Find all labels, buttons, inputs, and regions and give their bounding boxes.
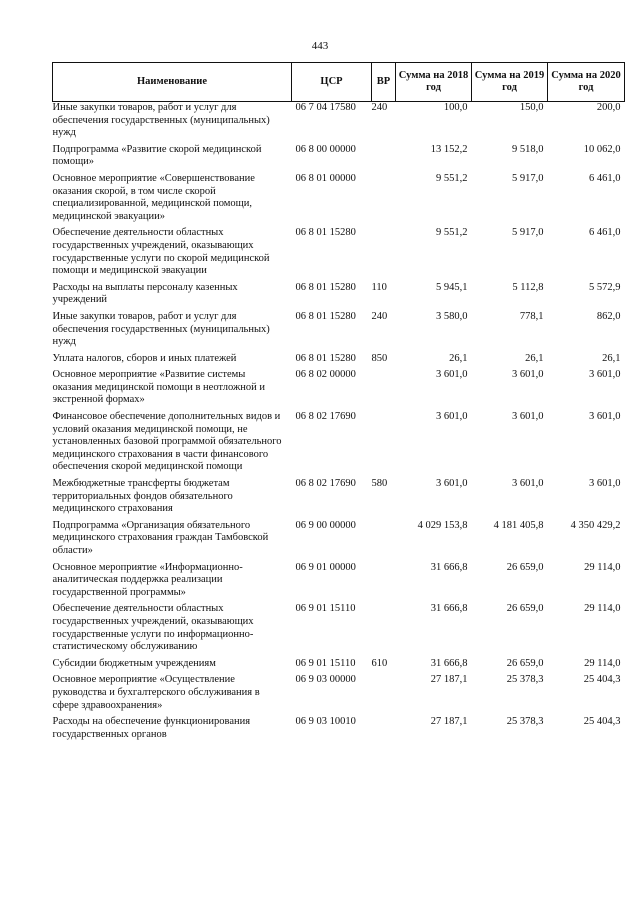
row-sum-2019: 26 659,0 [506,657,544,669]
row-vr [372,144,396,173]
table-row [53,144,625,173]
row-sum-2019: 3 601,0 [512,478,544,490]
row-sum-2019: 778,1 [519,310,544,322]
row-vr [372,173,396,227]
row-sum-2019: 26,1 [525,352,544,364]
row-sum-2020: 6 461,0 [589,172,621,184]
header-row [53,63,625,102]
row-csr: 06 7 04 17580 [295,102,356,113]
row-vr: 240 [371,310,388,322]
row-csr: 06 9 03 10010 [295,716,356,728]
table-row [53,562,625,604]
row-sum-2020: 3 601,0 [589,478,621,490]
row-sum-2020: 25 404,3 [583,674,621,686]
row-vr [372,603,396,657]
row-sum-2018: 3 580,0 [436,310,468,322]
row-sum-2019: 25 378,3 [506,716,544,728]
header-sum-2019: Сумма на 2019 год [472,63,548,102]
row-sum-2019: 4 181 405,8 [493,519,544,531]
row-vr [372,716,396,745]
row-csr: 06 8 02 00000 [295,369,356,381]
row-name: Подпрограмма «Организация обязательного медицинского страхования граждан Тамбовской области» [52,519,269,556]
row-csr: 06 8 02 17690 [295,411,356,423]
row-sum-2020: 200,0 [596,102,621,113]
row-sum-2018: 27 187,1 [430,716,468,728]
row-csr: 06 8 00 00000 [295,143,356,155]
row-vr [372,369,396,411]
row-sum-2020: 10 062,0 [583,143,621,155]
row-sum-2018: 3 601,0 [436,411,468,423]
row-sum-2020: 3 601,0 [589,411,621,423]
row-sum-2018: 9 551,2 [436,172,468,184]
row-csr: 06 8 01 00000 [295,172,356,184]
row-sum-2018: 26,1 [449,352,468,364]
row-sum-2019: 26 659,0 [506,603,544,615]
table-row [53,369,625,411]
row-sum-2018: 31 666,8 [430,603,468,615]
row-sum-2020: 6 461,0 [589,227,621,239]
row-name: Расходы на обеспечение функционирования государственных органов [52,716,251,740]
row-sum-2020: 5 572,9 [589,281,621,293]
row-name: Основное мероприятие «Развитие системы оказания медицинской помощи в неотложной и экстренной формах» [52,369,265,406]
row-name: Обеспечение деятельности областных государственных учреждений, оказывающих государственные услуги по скорой медицинской помощи и медицинской эвакуации [52,227,270,277]
row-sum-2020: 29 114,0 [584,603,621,615]
row-sum-2018: 31 666,8 [430,657,468,669]
row-sum-2019: 26 659,0 [506,561,544,573]
row-name: Уплата налогов, сборов и иных платежей [52,352,237,364]
row-vr [372,411,396,478]
row-sum-2018: 13 152,2 [430,143,468,155]
row-sum-2018: 27 187,1 [430,674,468,686]
row-sum-2018: 31 666,8 [430,561,468,573]
table-row [53,520,625,562]
row-name: Финансовое обеспечение дополнительных видов и условий оказания медицинской помощи, не установленных базовой программой обязательного медицинского страхования в части финансового обеспечения скорой медицинской помощи [52,411,282,473]
row-name: Подпрограмма «Развитие скорой медицинской помощи» [52,143,262,168]
row-sum-2019: 5 917,0 [512,227,544,239]
row-sum-2019: 5 112,8 [512,281,544,293]
header-sum-2020: Сумма на 2020 год [548,63,625,102]
row-csr: 06 8 01 15280 [295,227,356,239]
row-vr: 240 [371,102,388,113]
row-sum-2020: 29 114,0 [584,657,621,669]
row-csr: 06 8 01 15280 [295,310,356,322]
table-body [53,102,625,746]
table-row [53,658,625,675]
row-sum-2020: 3 601,0 [589,369,621,381]
row-vr: 610 [371,657,388,669]
row-vr [372,674,396,716]
row-csr: 06 9 01 00000 [295,561,356,573]
page-number: 443 [311,40,329,52]
row-name: Межбюджетные трансферты бюджетам территориальных фондов обязательного медицинского страхования [52,478,233,515]
budget-table [52,62,625,745]
row-name: Основное мероприятие «Информационно-аналитическая поддержка реализации государственной программы» [52,561,243,598]
row-name: Основное мероприятие «Совершенствование оказания скорой, в том числе скорой специализированной, медицинской помощи, медицинской эвакуации» [52,172,255,222]
row-csr: 06 9 03 00000 [295,674,356,686]
row-name: Иные закупки товаров, работ и услуг для обеспечения государственных (муниципальных) нужд [52,310,270,348]
table-row [53,282,625,311]
header-csr: ЦСР [292,63,372,102]
row-csr: 06 8 01 15280 [295,352,356,364]
row-csr: 06 9 01 15110 [295,657,356,669]
row-sum-2019: 150,0 [519,102,544,113]
table-header [53,63,625,102]
row-name: Расходы на выплаты персоналу казенных учреждений [52,281,238,306]
row-sum-2018: 3 601,0 [436,369,468,381]
row-name: Иные закупки товаров, работ и услуг для обеспечения государственных (муниципальных) нужд [52,102,270,139]
row-sum-2020: 4 350 429,2 [570,519,621,531]
row-vr [372,227,396,281]
header-vr: ВР [372,63,396,102]
row-sum-2018: 100,0 [443,102,468,113]
table-row [53,102,625,144]
table-row [53,478,625,520]
table-row [53,716,625,745]
row-vr [372,562,396,604]
row-vr: 850 [371,352,388,364]
row-sum-2018: 4 029 153,8 [417,519,468,531]
row-vr: 580 [371,478,388,490]
row-vr: 110 [371,281,387,293]
table-row [53,603,625,657]
row-csr: 06 9 01 15110 [295,603,356,615]
row-sum-2020: 29 114,0 [584,561,621,573]
table-row [53,173,625,227]
row-csr: 06 8 01 15280 [295,281,356,293]
row-sum-2019: 3 601,0 [512,369,544,381]
row-sum-2019: 9 518,0 [512,143,544,155]
header-name: Наименование [53,63,292,102]
row-csr: 06 9 00 00000 [295,519,356,531]
header-sum-2018: Сумма на 2018 год [396,63,472,102]
row-sum-2019: 25 378,3 [506,674,544,686]
row-sum-2018: 5 945,1 [436,281,468,293]
row-csr: 06 8 02 17690 [295,478,356,490]
row-sum-2020: 25 404,3 [583,716,621,728]
row-name: Основное мероприятие «Осуществление руководства и бухгалтерского обслуживания в сфере здравоохранения» [52,674,260,711]
table-row [53,353,625,370]
row-sum-2019: 5 917,0 [512,172,544,184]
row-name: Обеспечение деятельности областных государственных учреждений, оказывающих государственные услуги по информационно-статистическому обслуживанию [52,603,254,653]
row-sum-2020: 862,0 [596,310,621,322]
row-sum-2020: 26,1 [602,352,621,364]
row-name: Субсидии бюджетным учреждениям [52,657,216,669]
row-sum-2018: 3 601,0 [436,478,468,490]
table-row [53,411,625,478]
row-sum-2019: 3 601,0 [512,411,544,423]
table-row [53,311,625,353]
row-sum-2018: 9 551,2 [436,227,468,239]
row-vr [372,520,396,562]
table-row [53,227,625,281]
table-row [53,674,625,716]
